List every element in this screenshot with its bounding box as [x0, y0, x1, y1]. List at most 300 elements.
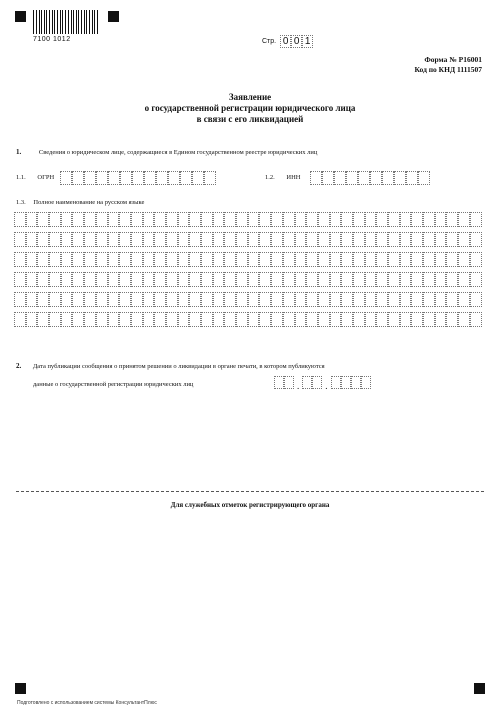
fullname-cell[interactable] [353, 312, 365, 327]
fullname-cell[interactable] [178, 312, 190, 327]
fullname-cell[interactable] [259, 212, 271, 227]
fullname-cell[interactable] [388, 292, 400, 307]
fullname-cell[interactable] [26, 212, 38, 227]
fullname-cell[interactable] [213, 292, 225, 307]
fullname-cell[interactable] [72, 252, 84, 267]
fullname-cell[interactable] [435, 292, 447, 307]
ogrn-cell[interactable] [84, 171, 96, 185]
fullname-cell[interactable] [400, 312, 412, 327]
ogrn-cell[interactable] [120, 171, 132, 185]
inn-cell[interactable] [334, 171, 346, 185]
fullname-cell[interactable] [365, 212, 377, 227]
date-cell[interactable] [274, 376, 284, 389]
fullname-cell[interactable] [341, 272, 353, 287]
fullname-cell[interactable] [224, 252, 236, 267]
fullname-cell[interactable] [61, 232, 73, 247]
fullname-cell[interactable] [143, 252, 155, 267]
fullname-cell[interactable] [283, 212, 295, 227]
fullname-cell[interactable] [411, 252, 423, 267]
fullname-cell[interactable] [376, 232, 388, 247]
fullname-cell[interactable] [96, 232, 108, 247]
inn-cell[interactable] [346, 171, 358, 185]
fullname-cell[interactable] [37, 312, 49, 327]
fullname-cell[interactable] [224, 212, 236, 227]
fullname-cell[interactable] [271, 292, 283, 307]
date-cell[interactable] [351, 376, 361, 389]
fullname-cell[interactable] [318, 252, 330, 267]
fullname-cell[interactable] [143, 312, 155, 327]
ogrn-cell[interactable] [204, 171, 216, 185]
fullname-cell[interactable] [271, 212, 283, 227]
fullname-cell[interactable] [295, 252, 307, 267]
fullname-cell[interactable] [61, 292, 73, 307]
fullname-cell[interactable] [84, 312, 96, 327]
fullname-cell[interactable] [14, 272, 26, 287]
date-month[interactable] [302, 376, 322, 389]
fullname-cell[interactable] [26, 292, 38, 307]
fullname-cell[interactable] [61, 312, 73, 327]
fullname-cell[interactable] [84, 212, 96, 227]
fullname-cell[interactable] [435, 252, 447, 267]
fullname-cell[interactable] [37, 252, 49, 267]
fullname-cell[interactable] [72, 312, 84, 327]
fullname-cell[interactable] [341, 312, 353, 327]
fullname-cell[interactable] [37, 232, 49, 247]
fullname-cell[interactable] [224, 272, 236, 287]
fullname-cell[interactable] [458, 272, 470, 287]
barcode [33, 10, 99, 34]
fullname-cell[interactable] [435, 312, 447, 327]
ogrn-cell[interactable] [72, 171, 84, 185]
fullname-cell[interactable] [353, 252, 365, 267]
page-digit: 0 [291, 35, 302, 48]
title-line: в связи с его ликвидацией [196, 114, 304, 124]
fullname-cell[interactable] [470, 252, 482, 267]
fullname-cell[interactable] [248, 232, 260, 247]
fullname-cell[interactable] [201, 232, 213, 247]
inn-cell[interactable] [358, 171, 370, 185]
fullname-cell[interactable] [14, 292, 26, 307]
fullname-cell[interactable] [365, 312, 377, 327]
fullname-cell[interactable] [330, 292, 342, 307]
fullname-cell[interactable] [411, 272, 423, 287]
fullname-cell[interactable] [131, 212, 143, 227]
fullname-cell[interactable] [458, 232, 470, 247]
fullname-cell[interactable] [365, 232, 377, 247]
fullname-cell[interactable] [470, 312, 482, 327]
fullname-cell[interactable] [96, 212, 108, 227]
fullname-cell[interactable] [423, 232, 435, 247]
fullname-cell[interactable] [96, 272, 108, 287]
fullname-cell[interactable] [306, 252, 318, 267]
fullname-cell[interactable] [49, 212, 61, 227]
fullname-cell[interactable] [14, 212, 26, 227]
fullname-cell[interactable] [353, 272, 365, 287]
separator-line [16, 491, 484, 492]
inn-cell[interactable] [382, 171, 394, 185]
fullname-cell[interactable] [143, 292, 155, 307]
fullname-cell[interactable] [166, 272, 178, 287]
ogrn-cell[interactable] [96, 171, 108, 185]
fullname-cell[interactable] [283, 292, 295, 307]
fullname-cell[interactable] [376, 212, 388, 227]
fullname-cell[interactable] [400, 232, 412, 247]
fullname-cell[interactable] [470, 212, 482, 227]
date-cell[interactable] [331, 376, 341, 389]
fullname-cell[interactable] [178, 272, 190, 287]
ogrn-cell[interactable] [156, 171, 168, 185]
fullname-cell[interactable] [119, 292, 131, 307]
form-knd: Код по КНД 1111507 [414, 65, 482, 74]
fullname-cell[interactable] [283, 232, 295, 247]
fullname-cell[interactable] [154, 252, 166, 267]
fullname-cell[interactable] [341, 212, 353, 227]
fullname-cell[interactable] [26, 272, 38, 287]
fullname-cell[interactable] [189, 272, 201, 287]
page-label: Стр. [262, 38, 277, 45]
fullname-cell[interactable] [458, 292, 470, 307]
inn-cell[interactable] [406, 171, 418, 185]
ogrn-cell[interactable] [60, 171, 72, 185]
fullname-cell[interactable] [330, 212, 342, 227]
fullname-cell[interactable] [306, 232, 318, 247]
fullname-cell[interactable] [365, 272, 377, 287]
fullname-cell[interactable] [119, 232, 131, 247]
fullname-cell[interactable] [283, 252, 295, 267]
fullname-cell[interactable] [330, 252, 342, 267]
fullname-cell[interactable] [236, 212, 248, 227]
fullname-cell[interactable] [283, 312, 295, 327]
fullname-cell[interactable] [306, 292, 318, 307]
fullname-cell[interactable] [154, 272, 166, 287]
fullname-cell[interactable] [72, 292, 84, 307]
barcode-bar [86, 10, 87, 34]
fullname-cell[interactable] [446, 292, 458, 307]
fullname-cell[interactable] [26, 312, 38, 327]
fullname-cell[interactable] [49, 292, 61, 307]
fullname-cell[interactable] [166, 232, 178, 247]
fullname-cell[interactable] [259, 232, 271, 247]
fullname-cell[interactable] [388, 312, 400, 327]
fullname-cell[interactable] [201, 212, 213, 227]
fullname-cell[interactable] [295, 212, 307, 227]
fullname-cell[interactable] [201, 252, 213, 267]
fullname-cell[interactable] [423, 312, 435, 327]
date-year[interactable] [331, 376, 371, 389]
fullname-cell[interactable] [435, 232, 447, 247]
date-cell[interactable] [302, 376, 312, 389]
fullname-cell[interactable] [61, 252, 73, 267]
fullname-cell[interactable] [154, 212, 166, 227]
page-digit: 0 [280, 35, 291, 48]
fullname-cell[interactable] [353, 212, 365, 227]
title-line: о государственной регистрации юридического лица [144, 103, 356, 113]
fullname-cell[interactable] [318, 272, 330, 287]
fullname-cell[interactable] [189, 292, 201, 307]
fullname-cell[interactable] [61, 272, 73, 287]
fullname-cell[interactable] [49, 312, 61, 327]
inn-cell[interactable] [310, 171, 322, 185]
fullname-cell[interactable] [376, 272, 388, 287]
fullname-cell[interactable] [84, 292, 96, 307]
fullname-cell[interactable] [248, 312, 260, 327]
fullname-cell[interactable] [376, 312, 388, 327]
fullname-cell[interactable] [96, 312, 108, 327]
fullname-cell[interactable] [295, 232, 307, 247]
fullname-cell[interactable] [306, 312, 318, 327]
fullname-cell[interactable] [166, 252, 178, 267]
fullname-row[interactable] [14, 272, 482, 287]
fullname-cell[interactable] [306, 272, 318, 287]
fullname-cell[interactable] [248, 292, 260, 307]
fullname-cell[interactable] [388, 272, 400, 287]
fullname-cell[interactable] [96, 252, 108, 267]
fullname-cell[interactable] [213, 272, 225, 287]
fullname-cell[interactable] [318, 212, 330, 227]
fullname-cell[interactable] [236, 292, 248, 307]
fullname-cell[interactable] [400, 272, 412, 287]
fullname-cell[interactable] [131, 292, 143, 307]
fullname-cell[interactable] [143, 232, 155, 247]
fullname-cell[interactable] [189, 232, 201, 247]
fullname-cell[interactable] [283, 272, 295, 287]
fullname-cell[interactable] [224, 312, 236, 327]
fullname-cell[interactable] [201, 292, 213, 307]
ogrn-input[interactable] [60, 171, 216, 185]
fullname-cell[interactable] [330, 312, 342, 327]
fullname-cell[interactable] [318, 312, 330, 327]
fullname-cell[interactable] [446, 272, 458, 287]
fullname-cell[interactable] [178, 212, 190, 227]
fullname-cell[interactable] [365, 252, 377, 267]
ogrn-cell[interactable] [168, 171, 180, 185]
fullname-cell[interactable] [446, 212, 458, 227]
fullname-cell[interactable] [318, 232, 330, 247]
fullname-cell[interactable] [189, 252, 201, 267]
fullname-cell[interactable] [376, 252, 388, 267]
fullname-cell[interactable] [236, 252, 248, 267]
date-cell[interactable] [341, 376, 351, 389]
fullname-cell[interactable] [423, 212, 435, 227]
fullname-cell[interactable] [458, 212, 470, 227]
fullname-cell[interactable] [423, 292, 435, 307]
fullname-cell[interactable] [119, 212, 131, 227]
fullname-cell[interactable] [84, 232, 96, 247]
fullname-cell[interactable] [72, 272, 84, 287]
fullname-cell[interactable] [49, 232, 61, 247]
fullname-cell[interactable] [259, 272, 271, 287]
fullname-row[interactable] [14, 292, 482, 307]
fullname-cell[interactable] [213, 212, 225, 227]
fullname-cell[interactable] [49, 272, 61, 287]
fullname-cell[interactable] [470, 272, 482, 287]
fullname-cell[interactable] [178, 252, 190, 267]
fullname-row[interactable] [14, 212, 482, 227]
inn-cell[interactable] [418, 171, 430, 185]
fullname-cell[interactable] [341, 252, 353, 267]
fullname-cell[interactable] [341, 232, 353, 247]
fullname-cell[interactable] [72, 232, 84, 247]
fullname-cell[interactable] [84, 272, 96, 287]
fullname-cell[interactable] [259, 252, 271, 267]
fullname-cell[interactable] [201, 312, 213, 327]
fullname-cell[interactable] [411, 232, 423, 247]
fullname-cell[interactable] [376, 292, 388, 307]
fullname-cell[interactable] [108, 212, 120, 227]
fullname-cell[interactable] [213, 232, 225, 247]
fullname-cell[interactable] [236, 312, 248, 327]
fullname-cell[interactable] [388, 232, 400, 247]
date-cell[interactable] [284, 376, 294, 389]
fullname-cell[interactable] [166, 292, 178, 307]
fullname-cell[interactable] [353, 232, 365, 247]
fullname-cell[interactable] [37, 212, 49, 227]
inn-input[interactable] [310, 171, 430, 185]
fullname-cell[interactable] [295, 312, 307, 327]
fullname-cell[interactable] [131, 272, 143, 287]
fullname-cell[interactable] [458, 312, 470, 327]
fullname-row[interactable] [14, 252, 482, 267]
fullname-cell[interactable] [26, 252, 38, 267]
inn-cell[interactable] [370, 171, 382, 185]
fullname-cell[interactable] [108, 252, 120, 267]
fullname-cell[interactable] [295, 272, 307, 287]
fullname-cell[interactable] [201, 272, 213, 287]
fullname-cell[interactable] [353, 292, 365, 307]
fullname-cell[interactable] [446, 252, 458, 267]
fullname-cell[interactable] [14, 252, 26, 267]
fullname-cell[interactable] [318, 292, 330, 307]
fullname-cell[interactable] [295, 292, 307, 307]
fullname-cell[interactable] [271, 312, 283, 327]
fullname-cell[interactable] [154, 312, 166, 327]
fullname-cell[interactable] [388, 212, 400, 227]
fullname-cell[interactable] [26, 232, 38, 247]
fullname-cell[interactable] [259, 312, 271, 327]
fullname-cell[interactable] [248, 252, 260, 267]
fullname-cell[interactable] [259, 292, 271, 307]
date-cell[interactable] [361, 376, 371, 389]
fullname-cell[interactable] [108, 232, 120, 247]
inn-cell[interactable] [394, 171, 406, 185]
registration-marker-top-left [15, 11, 26, 22]
fullname-cell[interactable] [178, 232, 190, 247]
fullname-cell[interactable] [213, 312, 225, 327]
fullname-cell[interactable] [119, 272, 131, 287]
fullname-cell[interactable] [458, 252, 470, 267]
fullname-cell[interactable] [400, 292, 412, 307]
date-cell[interactable] [312, 376, 322, 389]
fullname-cell[interactable] [14, 312, 26, 327]
fullname-cell[interactable] [306, 212, 318, 227]
fullname-cell[interactable] [72, 212, 84, 227]
fullname-cell[interactable] [119, 312, 131, 327]
fullname-cell[interactable] [108, 312, 120, 327]
ogrn-cell[interactable] [144, 171, 156, 185]
fullname-cell[interactable] [224, 292, 236, 307]
fullname-cell[interactable] [84, 252, 96, 267]
fullname-cell[interactable] [131, 252, 143, 267]
fullname-cell[interactable] [365, 292, 377, 307]
fullname-cell[interactable] [470, 232, 482, 247]
fullname-cell[interactable] [49, 252, 61, 267]
field-label: Полное наименование на русском языке [33, 199, 145, 206]
fullname-cell[interactable] [411, 292, 423, 307]
fullname-cell[interactable] [14, 232, 26, 247]
fullname-cell[interactable] [330, 232, 342, 247]
fullname-cell[interactable] [119, 252, 131, 267]
inn-field-label [265, 174, 300, 181]
fullname-cell[interactable] [411, 312, 423, 327]
fullname-cell[interactable] [108, 292, 120, 307]
fullname-cell[interactable] [271, 272, 283, 287]
fullname-cell[interactable] [143, 212, 155, 227]
fullname-cell[interactable] [248, 212, 260, 227]
fullname-cell[interactable] [108, 272, 120, 287]
fullname-cell[interactable] [96, 292, 108, 307]
field-number: 1.3. [16, 199, 26, 206]
fullname-row[interactable] [14, 232, 482, 247]
fullname-cell[interactable] [423, 252, 435, 267]
fullname-cell[interactable] [248, 272, 260, 287]
fullname-cell[interactable] [411, 212, 423, 227]
fullname-cell[interactable] [271, 252, 283, 267]
fullname-cell[interactable] [388, 252, 400, 267]
fullname-cell[interactable] [37, 292, 49, 307]
publication-date-input[interactable] [274, 376, 371, 389]
section-number: 2. [16, 362, 22, 370]
fullname-cell[interactable] [154, 292, 166, 307]
ogrn-cell[interactable] [192, 171, 204, 185]
fullname-input-grid[interactable] [14, 212, 482, 332]
fullname-cell[interactable] [435, 272, 447, 287]
date-separator: . [325, 381, 328, 391]
fullname-cell[interactable] [341, 292, 353, 307]
inn-cell[interactable] [322, 171, 334, 185]
fullname-cell[interactable] [213, 252, 225, 267]
ogrn-cell[interactable] [108, 171, 120, 185]
fullname-row[interactable] [14, 312, 482, 327]
fullname-cell[interactable] [236, 232, 248, 247]
fullname-cell[interactable] [143, 272, 155, 287]
fullname-cell[interactable] [470, 292, 482, 307]
fullname-cell[interactable] [61, 212, 73, 227]
ogrn-cell[interactable] [132, 171, 144, 185]
fullname-field-label [16, 199, 144, 206]
fullname-cell[interactable] [271, 232, 283, 247]
fullname-cell[interactable] [400, 252, 412, 267]
fullname-cell[interactable] [189, 212, 201, 227]
date-day[interactable] [274, 376, 294, 389]
fullname-cell[interactable] [423, 272, 435, 287]
fullname-cell[interactable] [154, 232, 166, 247]
fullname-cell[interactable] [224, 232, 236, 247]
fullname-cell[interactable] [446, 232, 458, 247]
fullname-cell[interactable] [189, 312, 201, 327]
fullname-cell[interactable] [400, 212, 412, 227]
fullname-cell[interactable] [236, 272, 248, 287]
fullname-cell[interactable] [37, 272, 49, 287]
ogrn-cell[interactable] [180, 171, 192, 185]
fullname-cell[interactable] [166, 312, 178, 327]
fullname-cell[interactable] [446, 312, 458, 327]
fullname-cell[interactable] [131, 232, 143, 247]
fullname-cell[interactable] [178, 292, 190, 307]
fullname-cell[interactable] [166, 212, 178, 227]
fullname-cell[interactable] [330, 272, 342, 287]
fullname-cell[interactable] [435, 212, 447, 227]
fullname-cell[interactable] [131, 312, 143, 327]
